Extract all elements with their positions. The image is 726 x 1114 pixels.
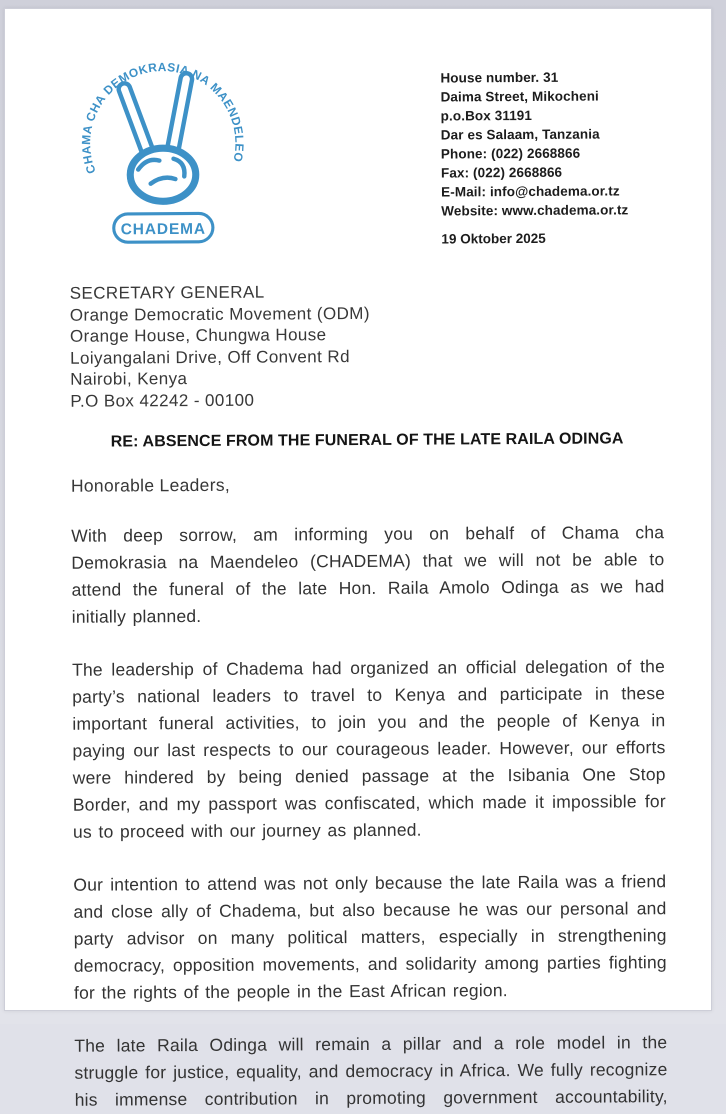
address-line: Dar es Salaam, Tanzania: [440, 126, 600, 143]
recipient-line: Loiyangalani Drive, Off Convent Rd: [70, 346, 350, 368]
letter-date: 19 Oktober 2025: [441, 230, 546, 247]
letter-page: [4, 8, 712, 1110]
chadema-badge: [114, 213, 213, 242]
body-paragraph: The leadership of Chadema had organized an official delegation of the party’s national leaders to travel to Kenya and participate in these important funeral activities, to join you and the people of Kenya in paying our last respects to our courageous leader. However, our efforts were hindered by being denied passage at the Isibania One Stop Border, and my passport was confiscated, which made it impossible for us to proceed with our journey as planned.: [71, 656, 666, 842]
address-line: Phone: (022) 2668866: [440, 145, 581, 162]
address-line: E-Mail: info@chadema.or.tz: [441, 183, 620, 200]
letterhead: [68, 7, 663, 261]
sender-address-block: [440, 67, 628, 220]
party-emblem-icon: [73, 40, 252, 249]
body-paragraph: Our intention to attend was not only because the late Raila was a friend and close ally of Chadema, but also because he was our personal and party advisor on many political matters, especially in strengthening democracy, opposition movements, and solidarity among parties fighting for the rights of the people in the East African region.: [73, 871, 667, 1003]
recipient-line: SECRETARY GENERAL: [69, 282, 265, 303]
chadema-logo: [73, 40, 252, 249]
logo-badge-text: CHADEMA: [120, 220, 207, 239]
address-line: Fax: (022) 2668866: [440, 164, 563, 181]
salutation: Honorable Leaders,: [70, 474, 231, 496]
recipient-line: Nairobi, Kenya: [70, 369, 188, 389]
letter-content: [5, 7, 717, 1110]
recipient-line: Orange Democratic Movement (ODM): [69, 303, 370, 325]
body-paragraph: With deep sorrow, am informing you on behalf of Chama cha Demokrasia na Maendeleo (CHADEMA) that we will not be able to attend the funeral of the late Hon. Raila Amolo Odinga as we had initially planned.: [71, 522, 665, 627]
logo-circular-text: CHAMA CHA DEMOKRASIA NA MAENDELEO: [79, 60, 247, 176]
address-line: House number. 31: [440, 69, 559, 86]
subject-line: RE: ABSENCE FROM THE FUNERAL OF THE LATE RAILA ODINGA: [110, 430, 624, 451]
recipient-line: P.O Box 42242 - 00100: [70, 390, 255, 411]
victory-hand-icon: [124, 79, 196, 202]
recipient-address-block: [70, 279, 664, 412]
body-paragraph: The late Raila Odinga will remain a pillar and a role model in the struggle for justice, equality, and democracy in Africa. We fully recognize his immense contribution in promoting government accountability,: [74, 1032, 668, 1110]
address-line: Daima Street, Mikocheni: [440, 88, 599, 105]
address-line: p.o.Box 31191: [440, 107, 533, 124]
recipient-line: Orange House, Chungwa House: [69, 325, 327, 346]
address-line: Website: www.chadema.or.tz: [441, 202, 629, 219]
